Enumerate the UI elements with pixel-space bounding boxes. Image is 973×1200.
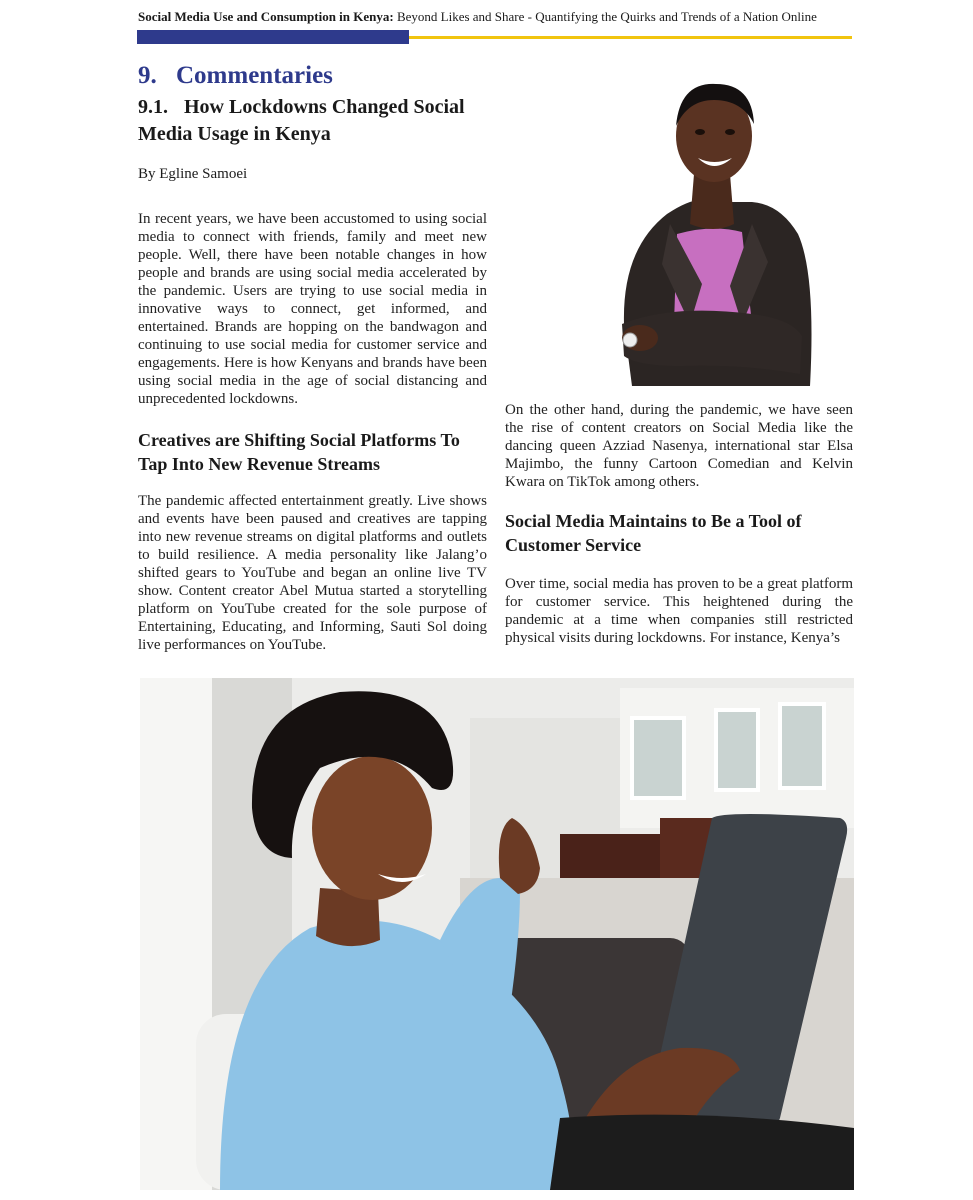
byline: By Egline Samoei	[138, 166, 248, 182]
subsection-title-text: How Lockdowns Changed Social Media Usage in Kenya	[138, 96, 465, 145]
creatives-paragraph: The pandemic affected entertainment greatly. Live shows and events have been paused and creatives are tapping into new revenue streams on digital platforms and outlets to build resilience. A media personality like Jalang’o shifted gears to YouTube and began an online live TV show. Content creator Abel Mutua started a storytelling platform on YouTube created for the sole purpose of Entertaining, Educating, and Informing, Sauti Sol doing live performances on YouTube.	[138, 493, 487, 653]
section-title	[138, 62, 333, 90]
subsection-title	[138, 94, 494, 148]
woman-video-call-illustration	[140, 678, 854, 1190]
running-header	[138, 9, 854, 25]
header-rule-blue	[137, 30, 409, 44]
section-title-text: Commentaries	[176, 62, 333, 89]
other-hand-paragraph: On the other hand, during the pandemic, we have seen the rise of content creators on Social Media like the dancing queen Azziad Nasenya, international star Elsa Majimbo, the funny Cartoon Comedian and Kelvin Kwara on TikTok among others.	[505, 402, 853, 490]
running-header-rest: Beyond Likes and Share - Quantifying the Quirks and Trends of a Nation Online	[393, 9, 817, 24]
woman-video-call-photo	[140, 678, 854, 1190]
intro-paragraph: In recent years, we have been accustomed to using social media to connect with friends, family and meet new people. Well, there have been notable changes in how people and brands are using social media accelerated by the pandemic. Users are trying to use social media in innovative ways to connect, get informed, and entertained. Brands are hopping on the bandwagon and continuing to use social media for customer service and engagements. Here is how Kenyans and brands have been using social media in the age of social distancing and unprecedented lockdowns.	[138, 211, 487, 407]
section-number: 9.	[138, 62, 157, 89]
author-portrait-illustration	[602, 74, 822, 386]
customer-service-heading: Social Media Maintains to Be a Tool of Customer Service	[505, 511, 802, 555]
subsection-number: 9.1.	[138, 96, 168, 118]
header-rule-yellow	[409, 36, 852, 39]
creatives-heading: Creatives are Shifting Social Platforms To Tap Into New Revenue Streams	[138, 430, 460, 474]
customer-service-paragraph: Over time, social media has proven to be a great platform for customer service. This heightened during the pandemic at a time when companies still restricted physical visits during lockdowns. For instance, Kenya’s	[505, 576, 853, 646]
author-portrait	[602, 74, 822, 386]
running-header-bold: Social Media Use and Consumption in Kenya:	[138, 9, 394, 24]
